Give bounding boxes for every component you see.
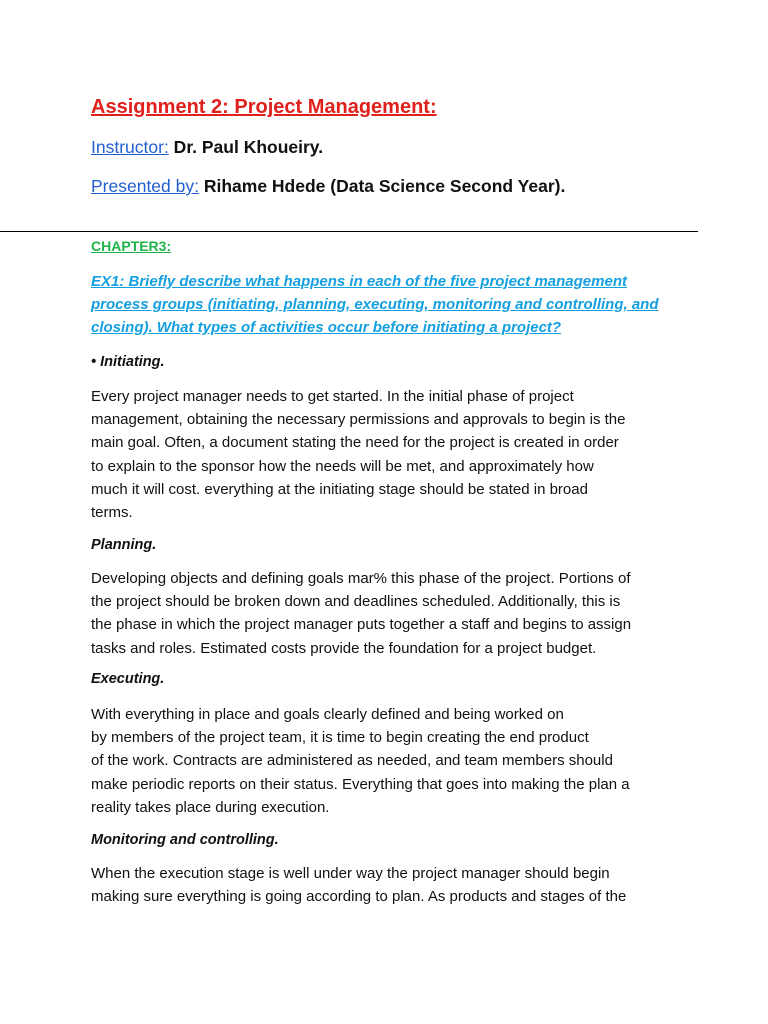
body-line: When the execution stage is well under way the project manager should begin <box>91 865 610 882</box>
exercise-question <box>91 270 681 339</box>
body-line: main goal. Often, a document stating the need for the project is created in order <box>91 434 619 452</box>
presenter-label: Presented by: <box>91 176 199 196</box>
section-heading-executing: Executing. <box>91 671 165 687</box>
body-line: of the work. Contracts are administered as needed, and team members should <box>91 752 613 770</box>
body-line: make periodic reports on their status. Everything that goes into making the plan a <box>91 775 630 793</box>
section-heading-monitoring: Monitoring and controlling. <box>91 832 279 848</box>
section-body-initiating <box>91 385 681 524</box>
section-heading-planning: Planning. <box>91 537 157 553</box>
body-line: terms. <box>91 504 133 522</box>
section-body-executing <box>91 703 681 819</box>
instructor-line <box>91 137 323 158</box>
body-line: With everything in place and goals clearly defined and being worked on <box>91 706 564 723</box>
body-line: to explain to the sponsor how the needs will be met, and approximately how <box>91 457 594 475</box>
instructor-name: Dr. Paul Khoueiry. <box>168 137 324 157</box>
presenter-line <box>91 176 565 197</box>
body-line: by members of the project team, it is time to begin creating the end product <box>91 729 589 747</box>
chapter-heading: CHAPTER3: <box>91 238 172 254</box>
document-title: Assignment 2: Project Management: <box>91 96 437 118</box>
body-line: much it will cost. everything at the initiating stage should be stated in broad <box>91 480 588 498</box>
exercise-line: process groups (initiating, planning, executing, monitoring and controlling, and <box>91 296 659 313</box>
body-line: management, obtaining the necessary permissions and approvals to begin is the <box>91 411 626 429</box>
exercise-line: closing). What types of activities occur before initiating a project? <box>91 319 562 336</box>
body-line: making sure everything is going according to plan. As products and stages of the <box>91 888 627 906</box>
body-line: reality takes place during execution. <box>91 798 330 816</box>
horizontal-divider <box>0 231 698 232</box>
exercise-line: EX1: Briefly describe what happens in each of the five project management <box>91 273 627 290</box>
section-body-planning <box>91 567 681 660</box>
section-heading-initiating: • Initiating. <box>91 354 165 370</box>
body-line: the project should be broken down and deadlines scheduled. Additionally, this is <box>91 593 621 611</box>
presenter-name: Rihame Hdede (Data Science Second Year). <box>198 176 566 196</box>
section-body-monitoring <box>91 862 681 908</box>
body-line: Developing objects and defining goals mar% this phase of the project. Portions of <box>91 570 631 587</box>
body-line: tasks and roles. Estimated costs provide the foundation for a project budget. <box>91 639 597 657</box>
instructor-label: Instructor: <box>91 137 169 157</box>
body-line: Every project manager needs to get started. In the initial phase of project <box>91 388 574 405</box>
body-line: the phase in which the project manager puts together a staff and begins to assign <box>91 616 632 634</box>
